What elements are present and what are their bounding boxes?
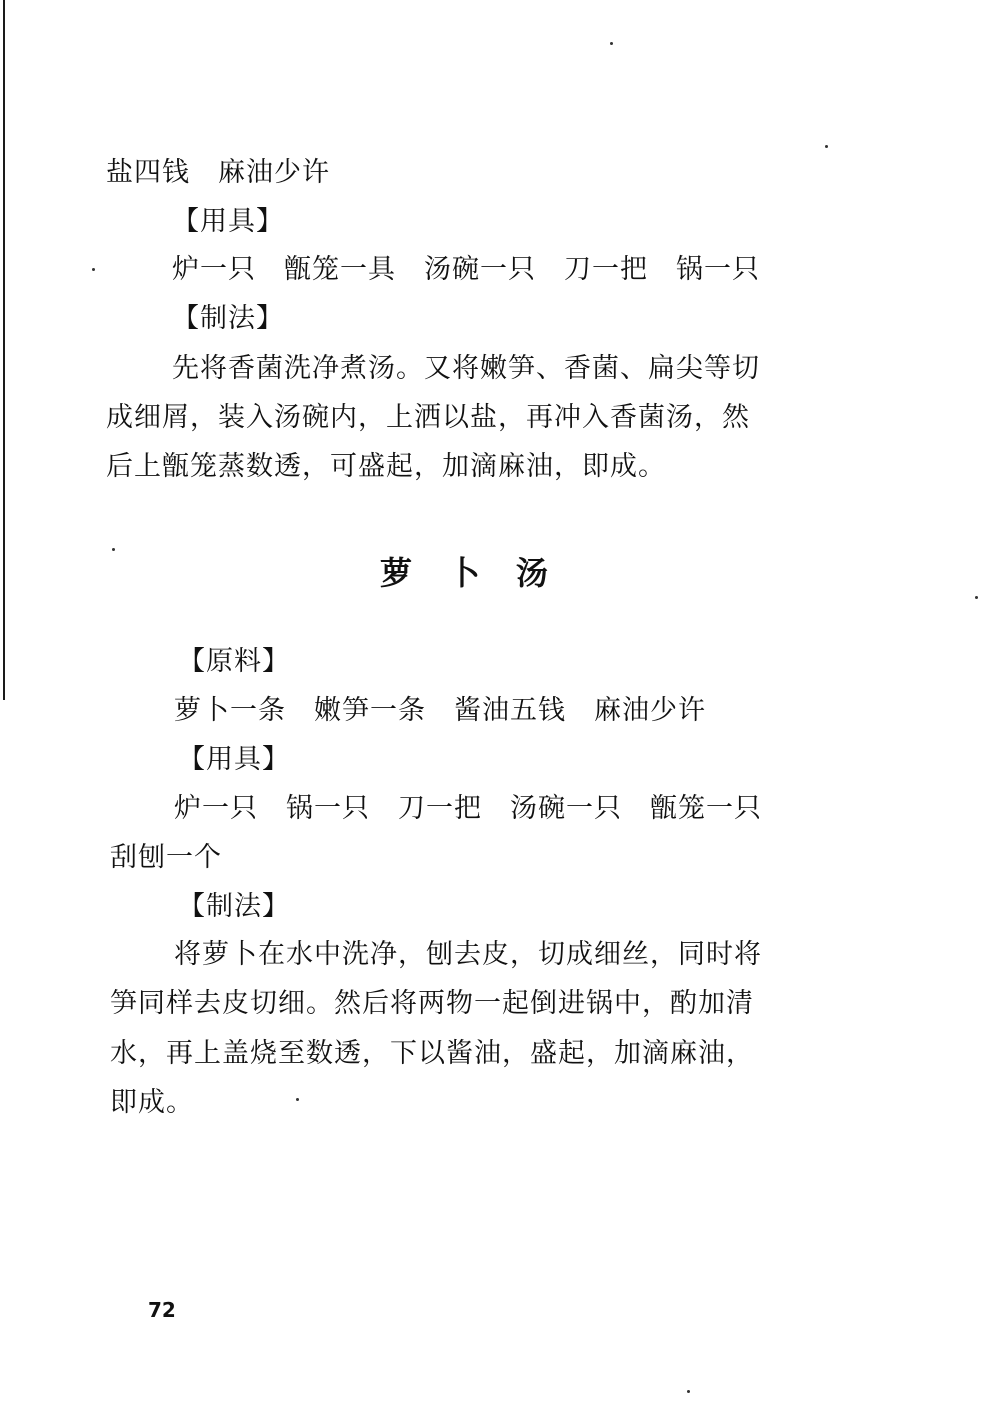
scan-speck <box>687 1390 690 1393</box>
method-line: 水，再上盖烧至数透，下以酱油，盛起，加滴麻油， <box>110 1038 754 1069</box>
ingredients-list: 萝卜一条 嫩笋一条 酱油五钱 麻油少许 <box>174 695 706 726</box>
tools-label: 【用具】 <box>172 206 284 237</box>
page-number: 72 <box>148 1298 176 1322</box>
tools-list: 炉一只 甑笼一具 汤碗一只 刀一把 锅一只 <box>172 254 760 285</box>
method-label: 【制法】 <box>178 891 290 922</box>
method-line: 即成。 <box>110 1087 194 1118</box>
ingredients-label: 【原料】 <box>178 646 290 677</box>
scan-speck <box>112 548 115 551</box>
method-line: 先将香菌洗净煮汤。又将嫩笋、香菌、扁尖等切 <box>172 353 760 384</box>
tools-list: 刮刨一个 <box>110 842 222 873</box>
ingredients-tail: 盐四钱 麻油少许 <box>106 157 330 188</box>
tools-label: 【用具】 <box>178 744 290 775</box>
method-line: 笋同样去皮切细。然后将两物一起倒进锅中，酌加清 <box>110 988 754 1019</box>
method-label: 【制法】 <box>172 303 284 334</box>
scan-speck <box>610 42 613 45</box>
scan-speck <box>975 596 978 599</box>
method-line: 将萝卜在水中洗净，刨去皮，切成细丝，同时将 <box>174 939 762 970</box>
method-line: 后上甑笼蒸数透，可盛起，加滴麻油，即成。 <box>106 451 666 482</box>
method-line: 成细屑，装入汤碗内，上洒以盐，再冲入香菌汤，然 <box>106 402 750 433</box>
tools-list: 炉一只 锅一只 刀一把 汤碗一只 甑笼一只 <box>174 793 762 824</box>
scan-edge-line <box>3 0 5 700</box>
recipe-title: 萝 卜 汤 <box>380 554 551 592</box>
scan-speck <box>825 145 828 148</box>
scan-speck <box>296 1098 299 1101</box>
scan-speck <box>92 268 95 271</box>
